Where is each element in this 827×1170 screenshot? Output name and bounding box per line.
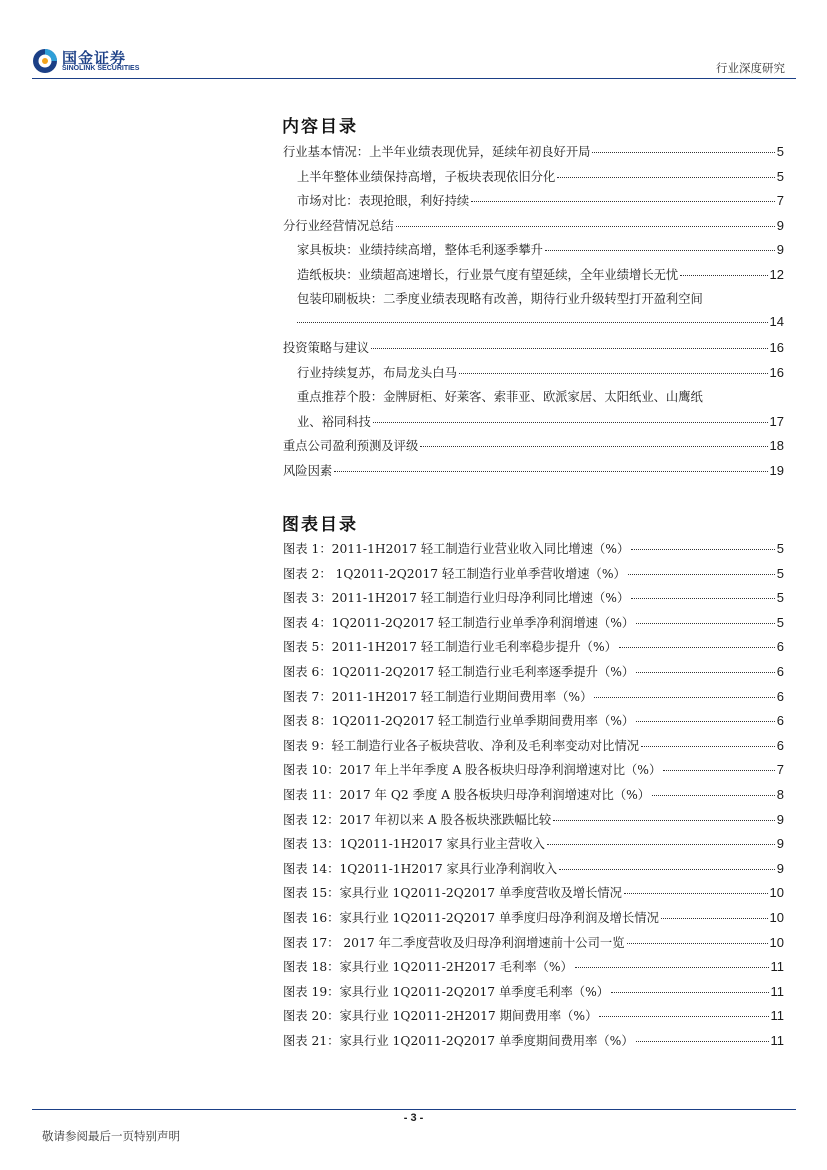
- figure-entry-page: 10: [769, 885, 784, 901]
- figure-entry-page: 6: [776, 737, 784, 753]
- figure-entry-text: 图表 11：2017 年 Q2 季度 A 股各板块归母净利润增速对比（%）: [283, 787, 651, 802]
- page-header: [0, 0, 827, 80]
- toc-entry-text: 家具板块：业绩持续高增，整体毛利逐季攀升: [297, 243, 543, 257]
- toc-entry[interactable]: [283, 216, 784, 241]
- figure-entry[interactable]: [283, 662, 784, 687]
- dot-leader: [592, 152, 774, 153]
- figure-entry-page: 5: [776, 614, 784, 630]
- dot-leader: [624, 893, 768, 894]
- dot-leader: [628, 574, 775, 575]
- toc-entry[interactable]: [283, 240, 784, 265]
- figure-entry[interactable]: [283, 613, 784, 638]
- toc-entry-text: 重点公司盈利预测及评级: [283, 439, 419, 453]
- figure-entry-text: 图表 5：2011-1H2017 轻工制造行业毛利率稳步提升（%）: [283, 640, 617, 655]
- toc-entry-page: 14: [769, 313, 784, 329]
- toc-entry-text: 包装印刷板块：二季度业绩表现略有改善，期待行业升级转型打开盈利空间: [297, 292, 703, 306]
- figure-entry[interactable]: [283, 957, 784, 982]
- dot-leader: [420, 446, 767, 447]
- dot-leader: [619, 647, 775, 648]
- dot-leader: [641, 746, 775, 747]
- figure-entry-page: 11: [770, 983, 784, 999]
- figure-entry-page: 10: [769, 909, 784, 925]
- toc-title: 内容目录: [282, 117, 358, 137]
- figure-entry[interactable]: [283, 1006, 784, 1031]
- toc-entry-text: 业、裕同科技: [297, 414, 371, 429]
- toc-entry[interactable]: [283, 387, 784, 412]
- toc-entry[interactable]: [283, 265, 784, 290]
- figure-entry-page: 8: [776, 786, 784, 802]
- dot-leader: [371, 348, 767, 349]
- figure-entry[interactable]: [283, 588, 784, 613]
- figure-list-title: 图表目录: [282, 515, 358, 535]
- dot-leader: [547, 844, 775, 845]
- figure-entry-text: 图表 18：家具行业 1Q2011-2H2017 毛利率（%）: [283, 960, 573, 975]
- dot-leader: [636, 623, 775, 624]
- figure-entry[interactable]: [283, 933, 784, 958]
- toc-entry[interactable]: [283, 191, 784, 216]
- figure-entry-page: 5: [776, 541, 784, 556]
- dot-leader: [594, 697, 774, 698]
- toc-entry-page: 18: [769, 438, 784, 453]
- dot-leader: [636, 672, 775, 673]
- toc-entry-text: 重点推荐个股：金牌厨柜、好莱客、索菲亚、欧派家居、太阳纸业、山鹰纸: [297, 390, 703, 404]
- toc-entry-text: 行业持续复苏，布局龙头白马: [297, 365, 457, 380]
- dot-leader: [663, 770, 774, 771]
- figure-entry-page: 11: [770, 959, 784, 975]
- toc-entry-page: 16: [769, 364, 784, 380]
- header-divider: [32, 78, 796, 79]
- figure-entry[interactable]: [283, 982, 784, 1007]
- figure-entry-text: 图表 17： 2017 年二季度营收及归母净利润增速前十公司一览: [283, 935, 625, 950]
- dot-leader: [459, 373, 768, 374]
- figure-entry-page: 6: [776, 713, 784, 729]
- figure-entry-text: 图表 2： 1Q2011-2Q2017 轻工制造行业单季营收增速（%）: [283, 566, 626, 581]
- dot-leader: [297, 322, 768, 323]
- figure-entry-text: 图表 14：1Q2011-1H2017 家具行业净利润收入: [283, 861, 558, 876]
- toc-entry[interactable]: [283, 167, 784, 192]
- figure-entry-text: 图表 7：2011-1H2017 轻工制造行业期间费用率（%）: [283, 689, 593, 704]
- toc-entry-continuation[interactable]: [283, 314, 784, 339]
- toc-entry[interactable]: [283, 436, 784, 461]
- figure-entry-page: 6: [776, 663, 784, 679]
- toc-entry[interactable]: [283, 289, 784, 314]
- dot-leader: [553, 820, 775, 821]
- document-type-label: 行业深度研究: [716, 61, 785, 75]
- toc-entry-page: 17: [769, 413, 784, 429]
- figure-entry[interactable]: [283, 834, 784, 859]
- table-of-contents: [283, 142, 784, 485]
- toc-entry-text: 分行业经营情况总结: [283, 218, 394, 233]
- dot-leader: [631, 598, 775, 599]
- toc-entry-text: 投资策略与建议: [283, 341, 370, 355]
- dot-leader: [557, 177, 775, 178]
- toc-entry-page: 12: [769, 266, 784, 282]
- dot-leader: [680, 275, 767, 276]
- figure-entry-text: 图表 1：2011-1H2017 轻工制造行业营业收入同比增速（%）: [283, 542, 630, 556]
- dot-leader: [652, 795, 775, 796]
- figure-entry-text: 图表 15：家具行业 1Q2011-2Q2017 单季度营收及增长情况: [283, 886, 622, 901]
- dot-leader: [471, 201, 775, 202]
- figure-entry[interactable]: [283, 637, 784, 662]
- dot-leader: [636, 1041, 769, 1042]
- figure-entry-page: 6: [776, 639, 784, 655]
- toc-entry[interactable]: [283, 363, 784, 388]
- toc-entry-page: 9: [776, 217, 784, 233]
- dot-leader: [627, 943, 768, 944]
- figure-entry-page: 7: [776, 762, 784, 778]
- toc-entry[interactable]: [283, 338, 784, 363]
- figure-entry-page: 9: [776, 860, 784, 876]
- toc-entry[interactable]: [283, 142, 784, 167]
- figure-entry-page: 11: [770, 1008, 784, 1024]
- toc-entry-page: 16: [769, 340, 784, 355]
- sinolink-logo-icon: [32, 48, 58, 74]
- figure-entry-text: 图表 9：轻工制造行业各子板块营收、净利及毛利率变动对比情况: [283, 738, 640, 753]
- toc-entry-page: 5: [776, 144, 784, 159]
- dot-leader: [636, 721, 775, 722]
- figure-entry-text: 图表 13：1Q2011-1H2017 家具行业主营收入: [283, 837, 545, 852]
- toc-entry-text: 上半年整体业绩保持高增，子板块表现依旧分化: [297, 169, 556, 184]
- figure-entry-text: 图表 12：2017 年初以来 A 股各板块涨跌幅比较: [283, 812, 552, 827]
- logo-english-name: SINOLINK SECURITIES: [62, 65, 140, 72]
- toc-entry-continuation[interactable]: [283, 412, 784, 437]
- figure-entry[interactable]: [283, 736, 784, 761]
- figure-entry[interactable]: [283, 908, 784, 933]
- toc-entry-page: 5: [776, 168, 784, 184]
- dot-leader: [599, 1016, 768, 1017]
- figure-entry-page: 10: [769, 934, 784, 950]
- figure-entry[interactable]: [283, 883, 784, 908]
- dot-leader: [396, 226, 775, 227]
- figure-entry-text: 图表 3：2011-1H2017 轻工制造行业归母净利同比增速（%）: [283, 591, 630, 606]
- dot-leader: [334, 471, 767, 472]
- figure-entry-page: 9: [776, 836, 784, 852]
- disclaimer-note: 敬请参阅最后一页特别声明: [42, 1129, 180, 1143]
- toc-entry-text: 造纸板块：业绩超高速增长，行业景气度有望延续，全年业绩增长无忧: [297, 267, 679, 282]
- figure-entry-page: 5: [776, 590, 784, 606]
- figure-entry-text: 图表 16：家具行业 1Q2011-2Q2017 单季度归母净利润及增长情况: [283, 910, 659, 925]
- figure-entry-text: 图表 19：家具行业 1Q2011-2Q2017 单季度毛利率（%）: [283, 984, 610, 999]
- toc-entry[interactable]: [283, 461, 784, 486]
- dot-leader: [545, 250, 775, 251]
- figure-entry-text: 图表 10：2017 年上半年季度 A 股各板块归母净利润增速对比（%）: [283, 763, 662, 778]
- figure-entry-page: 5: [776, 565, 784, 581]
- figure-entry-page: 6: [776, 688, 784, 704]
- dot-leader: [611, 992, 768, 993]
- toc-entry-page: 7: [776, 193, 784, 208]
- figure-entry[interactable]: [283, 539, 784, 564]
- dot-leader: [661, 918, 768, 919]
- figure-list: [283, 539, 784, 1055]
- figure-entry[interactable]: [283, 760, 784, 785]
- toc-entry-text: 风险因素: [283, 463, 333, 478]
- dot-leader: [631, 549, 775, 550]
- figure-entry-text: 图表 6：1Q2011-2Q2017 轻工制造行业毛利率逐季提升（%）: [283, 664, 635, 679]
- toc-entry-text: 市场对比：表现抢眼，利好持续: [297, 194, 470, 208]
- figure-entry[interactable]: [283, 785, 784, 810]
- dot-leader: [575, 967, 769, 968]
- dot-leader: [373, 422, 768, 423]
- figure-entry[interactable]: [283, 711, 784, 736]
- figure-entry-text: 图表 8：1Q2011-2Q2017 轻工制造行业单季期间费用率（%）: [283, 714, 635, 729]
- figure-entry-page: 11: [770, 1032, 784, 1048]
- figure-entry-text: 图表 4：1Q2011-2Q2017 轻工制造行业单季净利润增速（%）: [283, 615, 635, 630]
- toc-entry-page: 19: [769, 462, 784, 478]
- figure-entry-text: 图表 20：家具行业 1Q2011-2H2017 期间费用率（%）: [283, 1009, 598, 1024]
- footer-divider: [32, 1109, 796, 1110]
- figure-entry[interactable]: [283, 1031, 784, 1056]
- figure-entry[interactable]: [283, 859, 784, 884]
- toc-entry-page: 9: [776, 242, 784, 257]
- logo-chinese-name: 国金证券: [62, 49, 127, 67]
- figure-entry[interactable]: [283, 687, 784, 712]
- page-number: - 3 -: [403, 1112, 424, 1124]
- dot-leader: [559, 869, 775, 870]
- toc-entry-text: 行业基本情况：上半年业绩表现优异，延续年初良好开局: [283, 145, 591, 159]
- figure-entry-page: 9: [776, 811, 784, 827]
- figure-entry[interactable]: [283, 810, 784, 835]
- figure-entry-text: 图表 21：家具行业 1Q2011-2Q2017 单季度期间费用率（%）: [283, 1033, 634, 1048]
- company-logo: [32, 46, 156, 80]
- figure-entry[interactable]: [283, 564, 784, 589]
